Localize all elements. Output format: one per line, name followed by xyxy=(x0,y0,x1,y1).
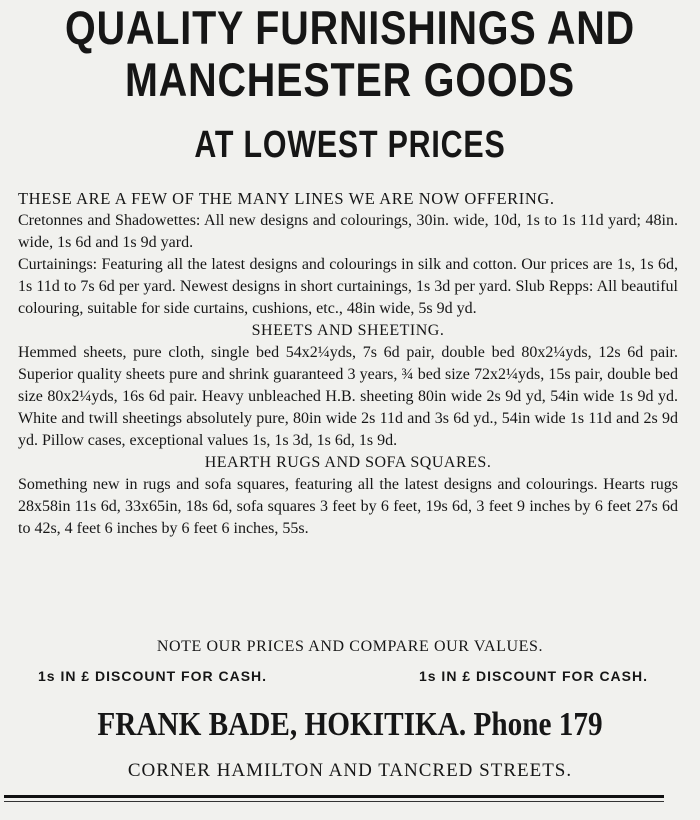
rugs-heading: HEARTH RUGS AND SOFA SQUARES. xyxy=(204,454,492,471)
subheadline: AT LOWEST PRICES xyxy=(194,124,506,166)
discount-text-right: 1s IN £ DISCOUNT FOR CASH. xyxy=(418,668,648,684)
ad-body xyxy=(18,188,678,540)
merchant-address: CORNER HAMILTON AND TANCRED STREETS. xyxy=(127,760,573,781)
cretonnes-paragraph: Cretonnes and Shadowettes: All new designs and colourings, 30in. wide, 10d, 1s to 1s 11d yard; 48in. wide, 1s 6d and 1s 9d yard. xyxy=(18,212,678,251)
headline-line-1: QUALITY FURNISHINGS AND xyxy=(65,1,635,54)
discount-row xyxy=(30,668,670,684)
headline-line-2: MANCHESTER GOODS xyxy=(125,53,575,106)
bottom-rule-thick xyxy=(4,795,664,798)
sheets-heading: SHEETS AND SHEETING. xyxy=(251,322,445,339)
bottom-rule-thin xyxy=(4,801,664,802)
discount-text-left: 1s IN £ DISCOUNT FOR CASH. xyxy=(38,668,268,684)
curtainings-paragraph: Curtainings: Featuring all the latest designs and colourings in silk and cotton. Our prices are 1s, 1s 6d, 1s 11d to 7s 6d per yard. Newest designs in short curtainings, 1s 3d per yard. Slub Repps: All beautiful colouring, suitable for side curtains, cushions, etc., 48in wide, 5s 9d yd. xyxy=(18,256,678,317)
note-line: NOTE OUR PRICES AND COMPARE OUR VALUES. xyxy=(156,638,544,655)
lead-line: THESE ARE A FEW OF THE MANY LINES WE ARE NOW OFFERING. xyxy=(18,189,555,208)
sheets-paragraph: Hemmed sheets, pure cloth, single bed 54x2¼yds, 7s 6d pair, double bed 80x2¼yds, 12s 6d pair. Superior quality sheets pure and shrink guaranteed 3 years, ¾ bed size 72x2¼yds, 15s pair, double bed size 80x2¼yds, 16s 6d pair. Heavy unbleached H.B. sheeting 80in wide 2s 9d yd, 54in wide 1s 9d yd. White and twill sheetings absolutely pure, 80in wide 2s 11d and 3s 6d yd., 54in wide 1s 11d and 2s 9d yd. Pillow cases, exceptional values 1s, 1s 3d, 1s 6d, 1s 9d. xyxy=(18,344,678,449)
rugs-paragraph: Something new in rugs and sofa squares, featuring all the latest designs and colourings. Hearts rugs 28x58in 11s 6d, 33x65in, 18s 6d, sofa squares 3 feet by 6 feet, 19s 6d, 3 feet 9 inches by 6 feet 27s 6d to 42s, 4 feet 6 inches by 6 feet 6 inches, 55s. xyxy=(18,476,678,537)
merchant-signature: FRANK BADE, HOKITIKA. Phone 179 xyxy=(97,706,603,743)
